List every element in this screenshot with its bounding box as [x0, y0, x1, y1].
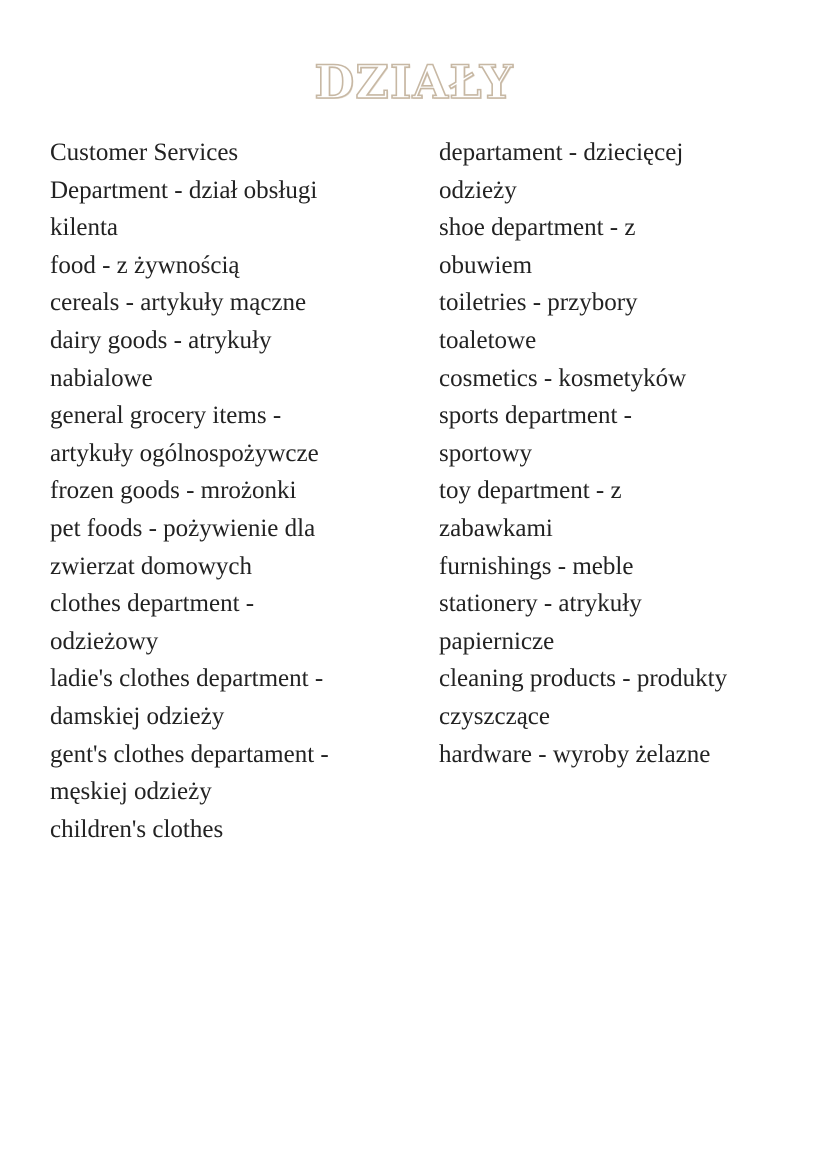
text-line: ladie's clothes department -: [50, 665, 324, 693]
text-line: hardware - wyroby żelazne: [439, 740, 711, 768]
text-line: Customer Services: [50, 139, 239, 166]
page-title: DZIAŁY: [314, 55, 514, 109]
text-line: zwierzat domowych: [50, 552, 253, 580]
text-line: czyszczące: [439, 702, 550, 730]
text-line: damskiej odzieży: [50, 702, 225, 730]
text-line: toaletowe: [439, 326, 537, 354]
text-line: furnishings - meble: [439, 552, 634, 580]
text-line: papiernicze: [439, 627, 555, 655]
text-line: kilenta: [50, 214, 119, 242]
text-line: obuwiem: [439, 251, 533, 279]
text-line: dairy goods - atrykuły: [50, 326, 272, 354]
text-line: sportowy: [439, 439, 533, 467]
text-line: toy department - z: [439, 477, 622, 505]
text-line: pet foods - pożywienie dla: [50, 514, 316, 542]
text-line: children's clothes: [50, 815, 224, 843]
text-line: cleaning products - produkty: [439, 665, 728, 693]
text-line: artykuły ogólnospożywcze: [50, 439, 319, 467]
text-line: sports department -: [439, 402, 633, 430]
text-line: general grocery items -: [50, 402, 282, 430]
text-line: shoe department - z: [439, 214, 636, 242]
text-line: clothes department -: [50, 590, 255, 618]
text-line: frozen goods - mrożonki: [50, 477, 297, 505]
text-line: Department - dział obsługi: [50, 176, 318, 204]
text-line: nabialowe: [50, 364, 153, 392]
text-line: stationery - atrykuły: [439, 590, 642, 618]
left-column: [50, 134, 395, 848]
text-line: męskiej odzieży: [50, 778, 212, 806]
text-line: toiletries - przybory: [439, 289, 638, 317]
text-line: cereals - artykuły mączne: [50, 289, 307, 317]
right-column: [439, 134, 784, 773]
text-line: zabawkami: [439, 514, 553, 542]
text-line: odzieżowy: [50, 627, 159, 655]
text-line: odzieży: [439, 176, 517, 204]
text-line: gent's clothes departament -: [50, 740, 329, 768]
text-line: departament - dziecięcej: [439, 139, 684, 166]
text-line: cosmetics - kosmetyków: [439, 364, 687, 392]
text-line: food - z żywnością: [50, 251, 240, 279]
